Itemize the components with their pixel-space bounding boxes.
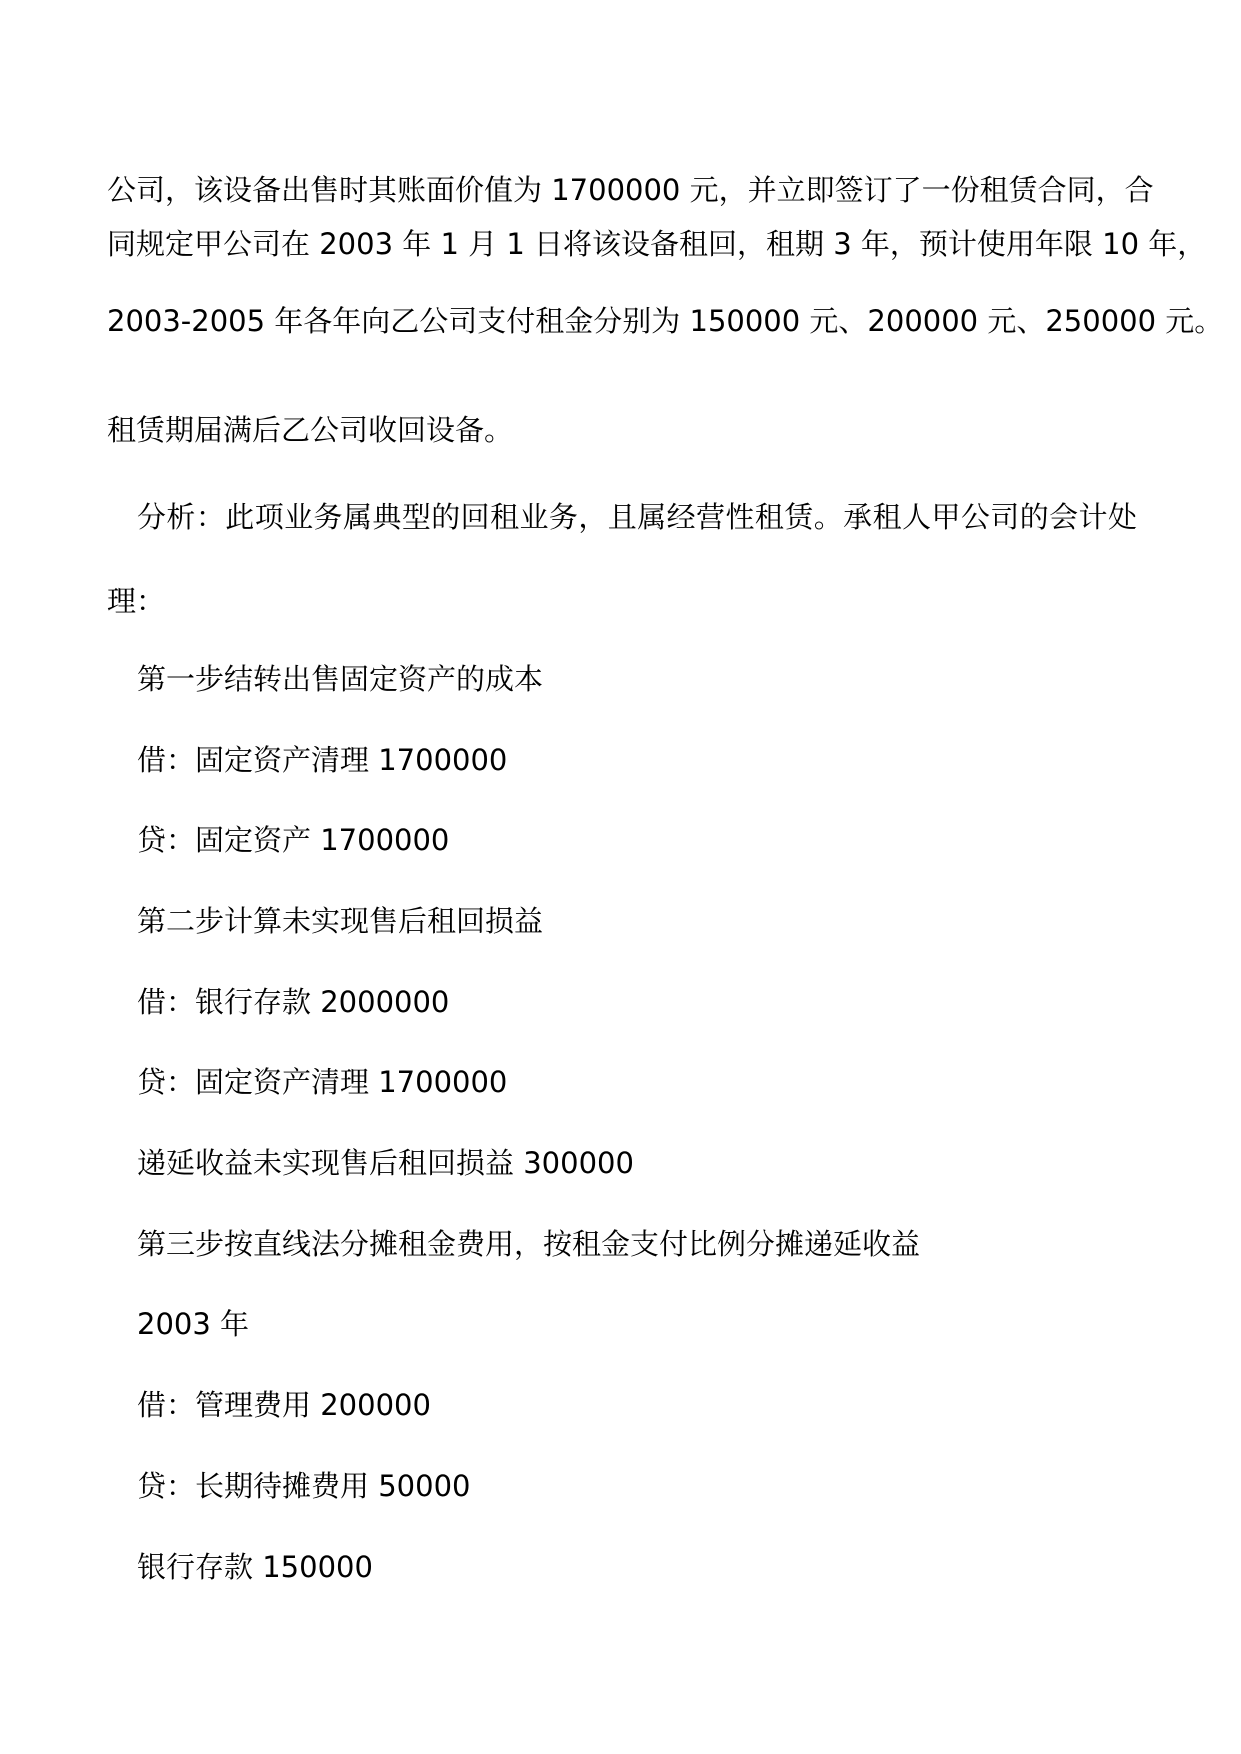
journal-entry-debit: 借：银行存款 2000000 [137,985,450,1019]
journal-entry-credit: 贷：固定资产清理 1700000 [137,1065,508,1099]
paragraph-1-line-1: 公司，该设备出售时其账面价值为 1700000 元，并立即签订了一份租赁合同，合 [107,173,1154,207]
journal-entry-credit-continued: 银行存款 150000 [137,1550,373,1584]
step-3-heading: 第三步按直线法分摊租金费用，按租金支付比例分摊递延收益 [137,1227,921,1261]
journal-entry-debit: 借：固定资产清理 1700000 [137,743,508,777]
step-1-heading: 第一步结转出售固定资产的成本 [137,662,544,696]
step-2-heading: 第二步计算未实现售后租回损益 [137,904,544,938]
paragraph-1-line-2: 同规定甲公司在 2003 年 1 月 1 日将该设备租回，租期 3 年，预计使用年限 10 年， [107,227,1207,261]
year-label: 2003 年 [137,1307,250,1341]
journal-entry-credit-continued: 递延收益未实现售后租回损益 300000 [137,1146,634,1180]
paragraph-2-line-1: 分析：此项业务属典型的回租业务，且属经营性租赁。承租人甲公司的会计处 [137,500,1137,534]
paragraph-2-line-2: 理： [107,584,166,618]
journal-entry-credit: 贷：长期待摊费用 50000 [137,1469,471,1503]
journal-entry-credit: 贷：固定资产 1700000 [137,823,450,857]
paragraph-1-line-4: 租赁期届满后乙公司收回设备。 [107,413,514,447]
journal-entry-debit: 借：管理费用 200000 [137,1388,431,1422]
paragraph-1-line-3: 2003-2005 年各年向乙公司支付租金分别为 150000 元、200000 元、250000 元。 [107,304,1224,338]
